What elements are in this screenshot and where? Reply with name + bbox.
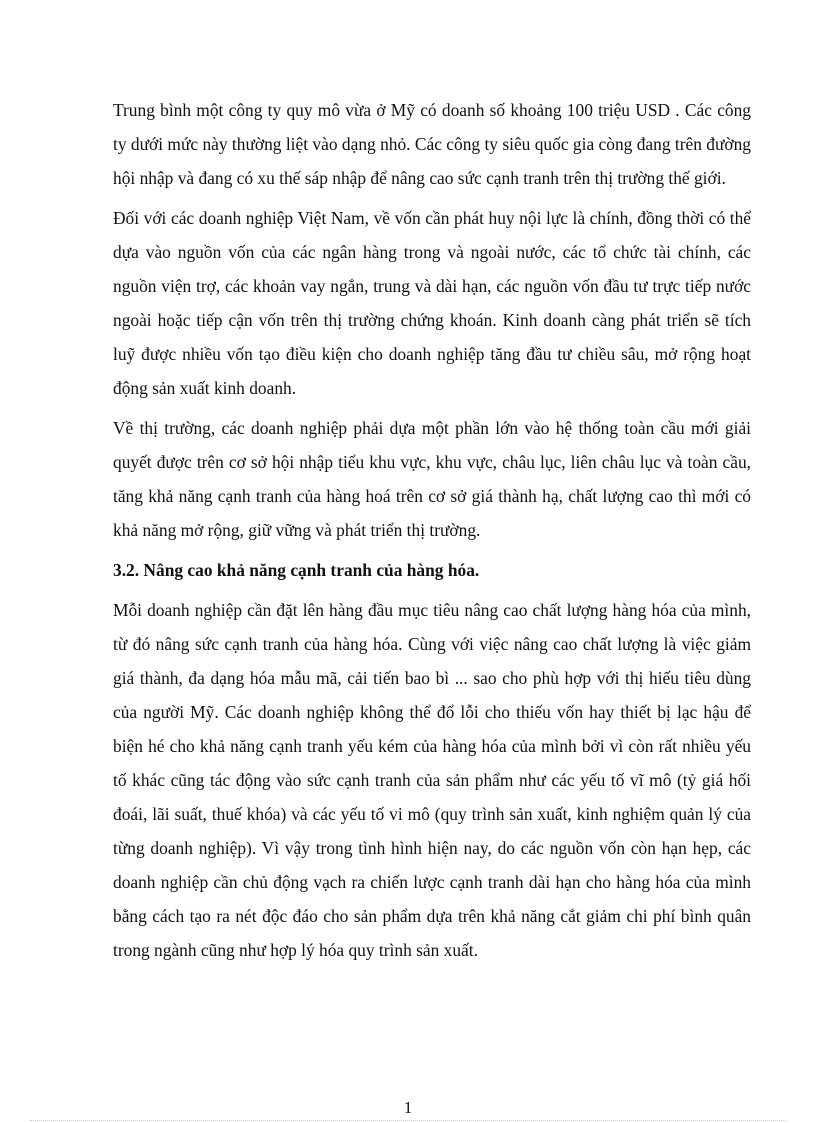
page-number: 1 bbox=[403, 1098, 413, 1117]
document-body bbox=[113, 93, 751, 973]
paragraph-competitiveness: Mỗi doanh nghiệp cần đặt lên hàng đầu mục tiêu nâng cao chất lượng hàng hóa của mình, từ đó nâng sức cạnh tranh của hàng hóa. Cùng với việc nâng cao chất lượng là việc giảm giá thành, đa dạng hóa mẫu mã, cải tiến bao bì ... sao cho phù hợp với thị hiếu tiêu dùng của người Mỹ. Các doanh nghiệp không thể đổ lỗi cho thiếu vốn hay thiết bị lạc hậu để biện hé cho khả năng cạnh tranh yếu kém của hàng hóa của mình bởi vì còn rất nhiều yếu tố khác cũng tác động vào sức cạnh tranh của sản phẩm như các yếu tố vĩ mô (tỷ giá hối đoái, lãi suất, thuế khóa) và các yếu tố vi mô (quy trình sản xuất, kinh nghiệm quản lý của từng doanh nghiệp). Vì vậy trong tình hình hiện nay, do các nguồn vốn còn hạn hẹp, các doanh nghiệp cần chủ động vạch ra chiến lược cạnh tranh dài hạn cho hàng hóa của mình bằng cách tạo ra nét độc đáo cho sản phẩm dựa trên khả năng cắt giảm chi phí bình quân trong ngành cũng như hợp lý hóa quy trình sản xuất. bbox=[113, 600, 751, 960]
paragraph-us-company-size: Trung bình một công ty quy mô vừa ở Mỹ có doanh số khoảng 100 triệu USD . Các công ty dưới mức này thường liệt vào dạng nhỏ. Các công ty siêu quốc gia còng đang trên đường hội nhập và đang có xu thế sáp nhập để nâng cao sức cạnh tranh trên thị trường thế giới. bbox=[113, 100, 751, 188]
section-heading: 3.2. Nâng cao khả năng cạnh tranh của hàng hóa. bbox=[113, 560, 480, 580]
footer-divider bbox=[30, 1120, 786, 1121]
paragraph-vietnam-capital: Đối với các doanh nghiệp Việt Nam, về vốn cần phát huy nội lực là chính, đồng thời có thể dựa vào nguồn vốn của các ngân hàng trong và ngoài nước, các tổ chức tài chính, các nguồn viện trợ, các khoản vay ngắn, trung và dài hạn, các nguồn vốn đầu tư trực tiếp nước ngoài hoặc tiếp cận vốn trên thị trường chứng khoán. Kinh doanh càng phát triển sẽ tích luỹ được nhiều vốn tạo điều kiện cho doanh nghiệp tăng đầu tư chiều sâu, mở rộng hoạt động sản xuất kinh doanh. bbox=[113, 208, 751, 398]
paragraph-market: Về thị trường, các doanh nghiệp phải dựa một phần lớn vào hệ thống toàn cầu mới giải quyết được trên cơ sở hội nhập tiểu khu vực, khu vực, châu lục, liên châu lục và toàn cầu, tăng khả năng cạnh tranh của hàng hoá trên cơ sở giá thành hạ, chất lượng cao thì mới có khả năng mở rộng, giữ vững và phát triển thị trường. bbox=[113, 418, 751, 540]
